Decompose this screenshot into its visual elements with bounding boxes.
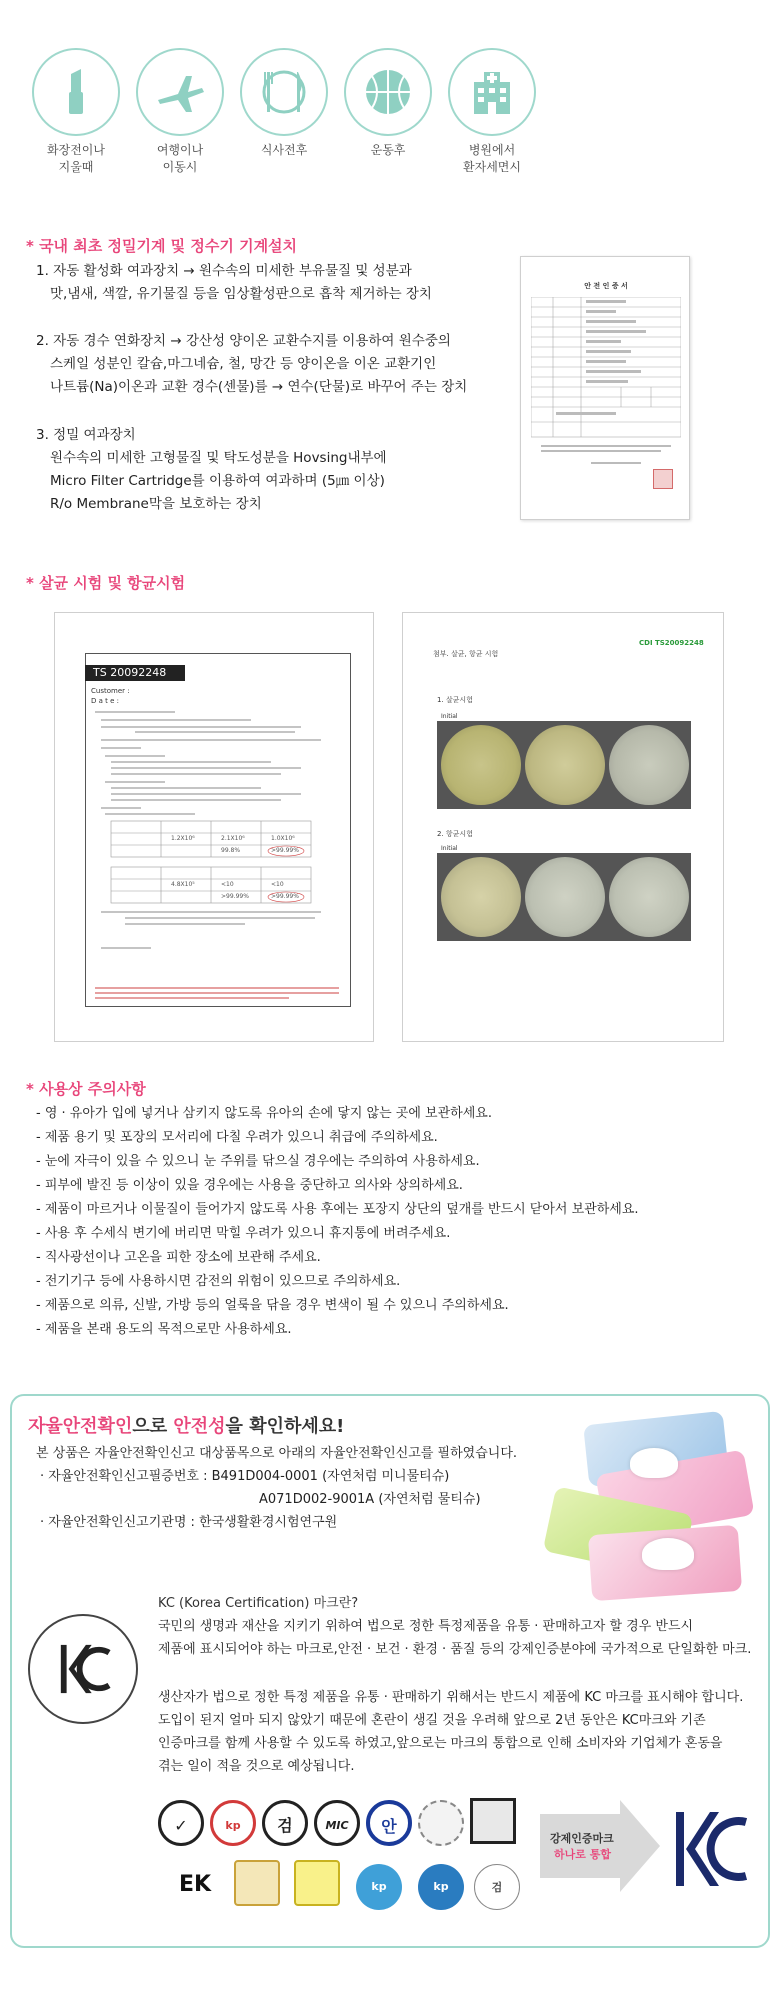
lipstick-icon: [48, 64, 104, 120]
certificate-title: 안 전 인 증 서: [584, 282, 628, 290]
safety-certificate-image: [520, 256, 690, 520]
sterilize-initial-label: Initial: [441, 713, 458, 720]
filtration-item-1: 1. 자동 활성화 여과장치 → 원수속의 미세한 부유물질 및 성분과 맛,냄새, 색깔, 유기물질 등을 임상활성판으로 흡착 제거하는 장치: [36, 263, 432, 302]
kp-mark-icon: kp: [210, 1800, 256, 1846]
kc-final-logo-icon: [672, 1806, 752, 1892]
caution-item: - 제품으로 의류, 신발, 가방 등의 얼룩을 닦을 경우 변색이 될 수 있으니 주의하세요.: [36, 1298, 509, 1313]
caution-item: - 직사광선이나 고온을 피한 장소에 보관해 주세요.: [36, 1250, 321, 1265]
report-value-7: >99.99%: [221, 893, 249, 900]
caution-item: - 제품 용기 및 포장의 모서리에 다칠 우려가 있으니 취급에 주의하세요.: [36, 1130, 438, 1145]
arrow-label-1: 강제인증마크: [550, 1832, 614, 1845]
petri-dish-initial: [441, 725, 521, 805]
caution-item: - 제품을 본래 용도의 목적으로만 사용하세요.: [36, 1322, 292, 1337]
gold-seal-icon: [234, 1860, 280, 1906]
tissue-sheet: [630, 1448, 678, 1478]
sterilization-report-image: [54, 612, 374, 1042]
usage-label-meal: 식사전후: [260, 143, 308, 157]
section-title-filtration: * 국내 최초 정밀기계 및 정수기 기계설치: [26, 237, 298, 255]
petri-dish-report-image: [402, 612, 724, 1042]
report-date: D a t e :: [91, 697, 119, 705]
petri-report-header: 첨부. 살균, 항균 시험: [433, 650, 499, 658]
ball-icon: [360, 64, 416, 120]
yellow-seal-icon: [294, 1860, 340, 1906]
usage-circle-hospital: [448, 48, 536, 136]
caution-item: - 영 · 유아가 입에 넣거나 삼키지 않도록 유아의 손에 닿지 않는 곳에 보관하세요.: [36, 1106, 492, 1121]
section-title-sterilization: * 살균 시험 및 항균시험: [26, 574, 186, 592]
petri-report-id: CDI TS20092248: [639, 639, 704, 647]
petri-dish-antibac-initial: [441, 857, 521, 937]
arrow-label-2: 하나로 통합: [554, 1848, 611, 1861]
square-geom-mark-icon: [470, 1798, 516, 1844]
report-value-6: <10: [271, 881, 284, 888]
report-value-5: <10: [221, 881, 234, 888]
kc-description-2: 생산자가 법으로 정한 특정 제품을 유통 · 판매하기 위해서는 반드시 제품에 KC 마크를 표시해야 합니다. 도입이 된지 얼마 되지 않았기 때문에 혼란이 생길 것을 우려해 앞으로 2년 동안은 KC마크와 기존 인증마크를 함께 사용할 수 있도록 하였고,앞으로는 마크의 통합으로 인해 소비자와 기업체가 혼동을 겪는 일이 적을 것으로 예상됩니다.: [158, 1690, 744, 1774]
report-value-2: 1.0X10⁶: [271, 835, 295, 842]
kc-panel-title: 자율안전확인으로 안전성을 확인하세요!: [28, 1416, 345, 1437]
kc-intro: 본 상품은 자율안전확인신고 대상품목으로 아래의 자율안전확인신고를 필하였습니다. · 자율안전확인신고필증번호 : B491D004-0001 (자연처럼 미니물티슈) A071D002-9001A (자연처럼 물티슈) · 자율안전확인신고기관명 : 한국생활환경시험연구원: [36, 1446, 518, 1530]
report-value-3: 99.8%: [221, 847, 241, 854]
usage-label-exercise: 운동후: [370, 143, 406, 157]
filtration-item-3: 3. 정밀 여과장치 원수속의 미세한 고형물질 및 탁도성분을 Hovsing내부에 Micro Filter Cartridge를 이용하여 여과하며 (5㎛ 이상) R/o Membrane막을 보호하는 장치: [36, 427, 387, 512]
kp-blue-mark-icon-2: kp: [418, 1864, 464, 1910]
geom-small-mark-icon: 검: [474, 1864, 520, 1910]
caution-item: - 눈에 자극이 있을 수 있으니 눈 주위를 닦으실 경우에는 주의하여 사용하세요.: [36, 1154, 480, 1169]
ek-mark-icon: EK: [178, 1872, 212, 1897]
petri-dish-antibac-1: [525, 857, 605, 937]
airplane-icon: [152, 64, 208, 120]
hospital-icon: [464, 64, 520, 120]
certificate-table-lines: [531, 297, 681, 467]
tissue-sheet: [642, 1538, 694, 1570]
kc-description: KC (Korea Certification) 마크란? 국민의 생명과 재산을 지키기 위하여 법으로 정한 특정제품을 유통 · 판매하고자 할 경우 반드시 제품에 표시되어야 하는 마크로,안전 · 보건 · 환경 · 품질 등의 강제인증분야에 국가적으로 단일화한 마크.: [158, 1596, 752, 1657]
kp-blue-mark-icon: kp: [356, 1864, 402, 1910]
check-mark-icon: ✓: [158, 1800, 204, 1846]
antibac-initial-label: Initial: [441, 845, 458, 852]
report-value-initial-2: 4.8X10⁵: [171, 881, 195, 888]
usage-circle-travel: [136, 48, 224, 136]
antibac-test-label: 2. 항균시험: [437, 830, 473, 838]
report-value-1: 2.1X10⁶: [221, 835, 245, 842]
usage-circle-exercise: [344, 48, 432, 136]
kc-logo-circle: [28, 1614, 138, 1724]
kc-logo-icon: [30, 1616, 136, 1722]
report-id: TS 20092248: [93, 666, 167, 679]
usage-label-hospital: 병원에서 환자세면시: [463, 143, 521, 174]
section-title-caution: * 사용상 주의사항: [26, 1080, 146, 1098]
filtration-item-2: 2. 자동 경수 연화장치 → 강산성 양이온 교환수지를 이용하여 원수중의 스케일 성분인 칼슘,마그네슘, 철, 망간 등 양이온을 이온 교환기인 나트륨(Na)이온과 교환 경수(센물)를 → 연수(단물)로 바꾸어 주는 장치: [36, 333, 468, 395]
usage-label-makeup: 화장전이나 지울때: [47, 143, 105, 174]
mic-mark-icon: MIC: [314, 1800, 360, 1846]
kc-final-logo: [672, 1806, 752, 1892]
sterilize-test-label: 1. 살균시험: [437, 696, 473, 704]
petri-dish-1: [525, 725, 605, 805]
report-value-4: >99.99%: [271, 847, 299, 854]
petri-dish-antibac-2: [609, 857, 689, 937]
report-customer: Customer :: [91, 687, 130, 695]
usage-circle-meal: [240, 48, 328, 136]
caution-item: - 피부에 발진 등 이상이 있을 경우에는 사용을 중단하고 의사와 상의하세요.: [36, 1178, 463, 1193]
report-body-lines: [95, 711, 345, 1001]
usage-circle-makeup: [32, 48, 120, 136]
an-mark-icon: 안: [366, 1800, 412, 1846]
report-value-initial-1: 1.2X10⁶: [171, 835, 195, 842]
geom-mark-icon: 검: [262, 1800, 308, 1846]
report-value-8: >99.99%: [271, 893, 299, 900]
unification-arrow: [540, 1800, 660, 1892]
caution-item: - 전기기구 등에 사용하시면 감전의 위험이 있으므로 주의하세요.: [36, 1274, 401, 1289]
certificate-stamp: [653, 469, 673, 489]
caution-item: - 제품이 마르거나 이물질이 들어가지 않도록 사용 후에는 포장지 상단의 덮개를 반드시 닫아서 보관하세요.: [36, 1202, 639, 1217]
usage-label-travel: 여행이나 이동시: [156, 143, 204, 174]
fork-knife-icon: [256, 64, 312, 120]
quality-seal-icon: [418, 1800, 464, 1846]
caution-list: [36, 1102, 639, 1342]
petri-dish-2: [609, 725, 689, 805]
caution-item: - 사용 후 수세식 변기에 버리면 막힐 우려가 있으니 휴지통에 버려주세요.: [36, 1226, 451, 1241]
